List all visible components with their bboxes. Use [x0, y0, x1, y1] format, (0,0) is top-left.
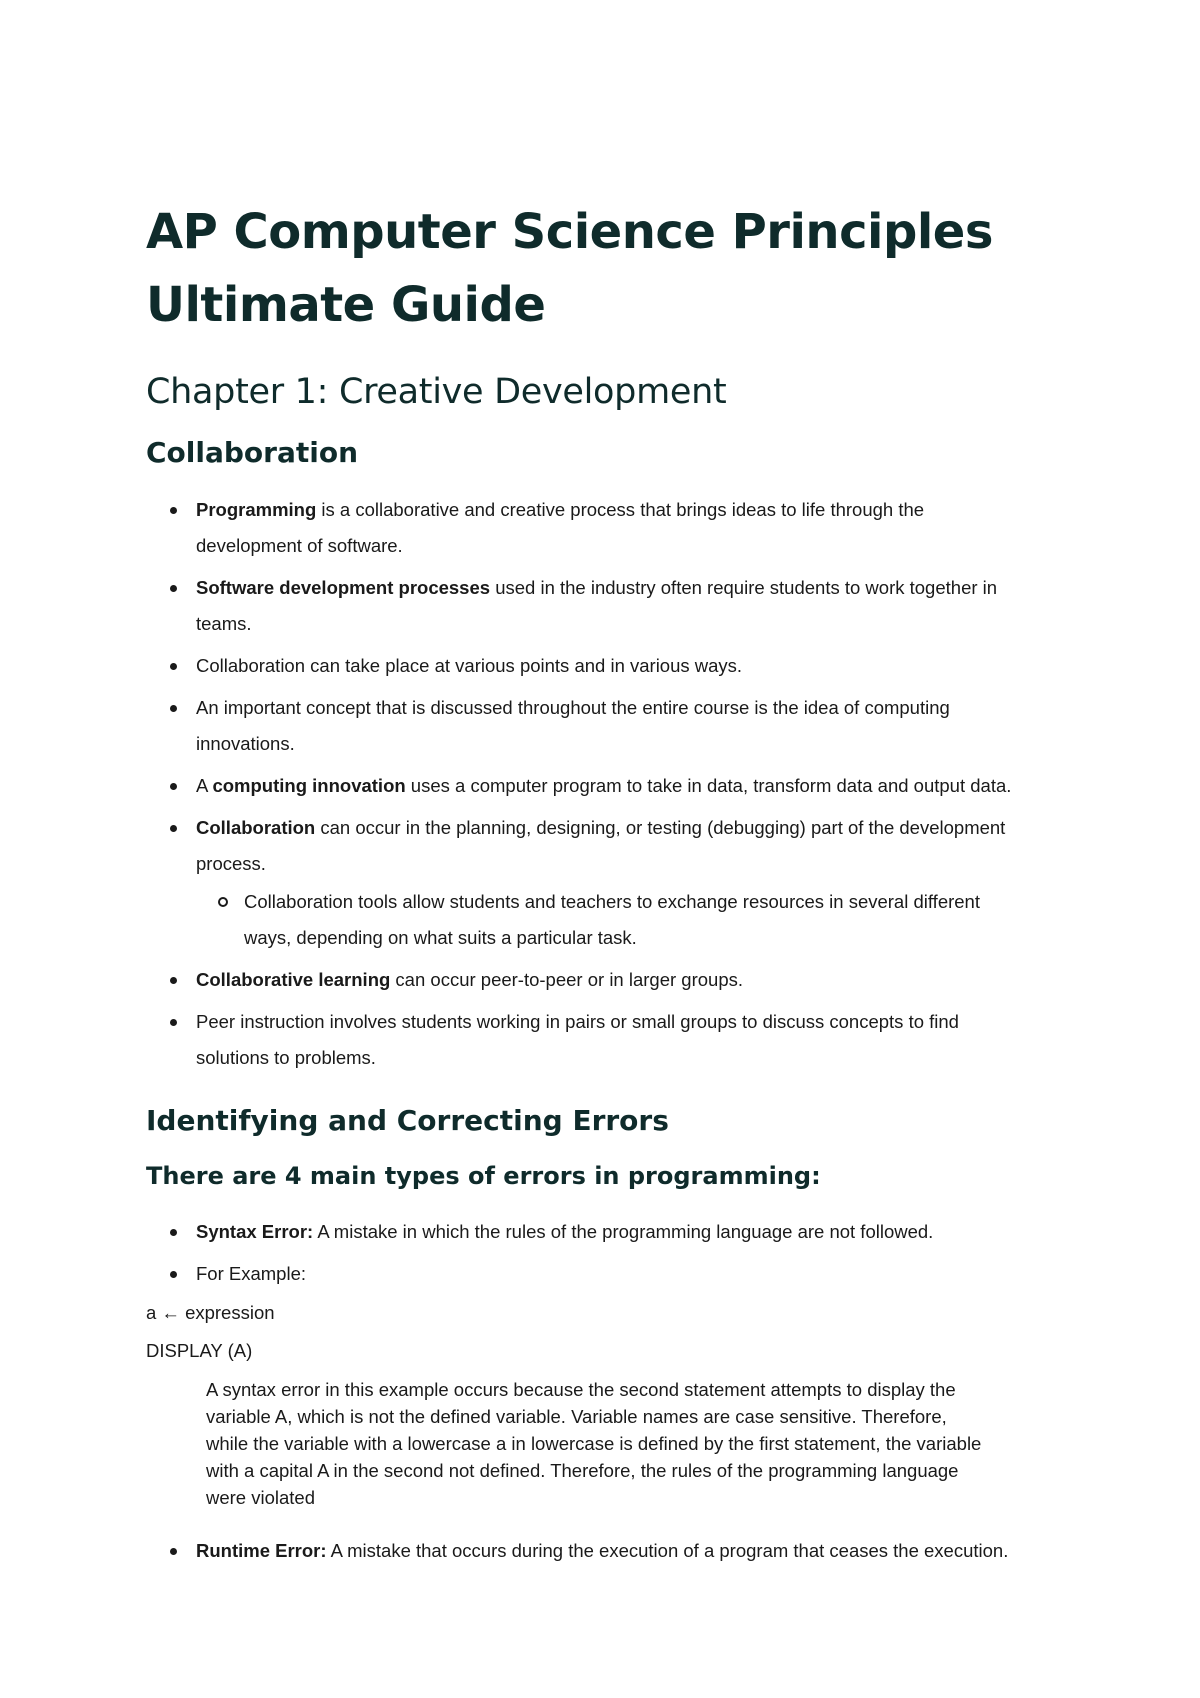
item-text: Peer instruction involves students working in pairs or small groups to discuss concepts to find solutions to problems. — [196, 1011, 959, 1068]
list-item — [146, 810, 1026, 956]
item-prefix: A — [196, 775, 213, 796]
bold-term: Programming — [196, 499, 317, 520]
bold-term: Collaborative learning — [196, 969, 391, 990]
sub-list — [196, 884, 1026, 956]
syntax-explanation: A syntax error in this example occurs because the second statement attempts to display the variable A, which is not the defined variable. Variable names are case sensitive. Therefore, while the variable with a lowercase a in lowercase is defined by the first statement, the variable with a capital A in the second not defined. Therefore, the rules of the programming language were violated — [206, 1379, 982, 1508]
item-text: uses a computer program to take in data, transform data and output data. — [405, 775, 1012, 796]
bold-term: Syntax Error: — [196, 1221, 314, 1242]
list-item — [146, 1214, 1026, 1250]
item-text: For Example: — [196, 1263, 307, 1284]
item-text: can occur in the planning, designing, or testing (debugging) part of the development process. — [196, 817, 1006, 874]
collaboration-heading: Collaboration — [146, 436, 359, 469]
list-item — [146, 492, 1026, 564]
item-text: An important concept that is discussed throughout the entire course is the idea of computing innovations. — [196, 697, 950, 754]
chapter-heading: Chapter 1: Creative Development — [146, 372, 727, 412]
document-content — [146, 196, 1026, 1575]
errors-heading: Identifying and Correcting Errors — [146, 1104, 669, 1137]
code-line: DISPLAY (A) — [146, 1340, 253, 1361]
page-title: AP Computer Science Principles Ultimate Guide — [146, 204, 993, 333]
collaboration-list — [146, 492, 1026, 1076]
list-item — [146, 962, 1026, 998]
bold-term: Software development processes — [196, 577, 491, 598]
item-text: can occur peer-to-peer or in larger groups. — [390, 969, 743, 990]
code-line: a ← expression — [146, 1302, 275, 1323]
bold-term: Collaboration — [196, 817, 316, 838]
item-text: is a collaborative and creative process that brings ideas to life through the development of software. — [196, 499, 925, 556]
list-item — [146, 1004, 1026, 1076]
item-text: used in the industry often require students to work together in teams. — [196, 577, 998, 634]
item-text: A mistake in which the rules of the programming language are not followed. — [313, 1221, 934, 1242]
list-item — [146, 1533, 1026, 1569]
errors-list — [146, 1214, 1026, 1292]
list-item — [146, 690, 1026, 762]
list-item — [146, 1256, 1026, 1292]
list-item — [146, 768, 1026, 804]
sub-list-item: Collaboration tools allow students and teachers to exchange resources in several different ways, depending on what suits a particular task. — [196, 884, 1026, 956]
list-item — [146, 648, 1026, 684]
item-text: A mistake that occurs during the execution of a program that ceases the execution. — [326, 1540, 1009, 1561]
item-text: Collaboration can take place at various points and in various ways. — [196, 655, 743, 676]
bold-term: computing innovation — [212, 775, 406, 796]
errors-subheading: There are 4 main types of errors in programming: — [146, 1162, 821, 1190]
bold-term: Runtime Error: — [196, 1540, 327, 1561]
errors-list-continued — [146, 1533, 1026, 1569]
list-item — [146, 570, 1026, 642]
